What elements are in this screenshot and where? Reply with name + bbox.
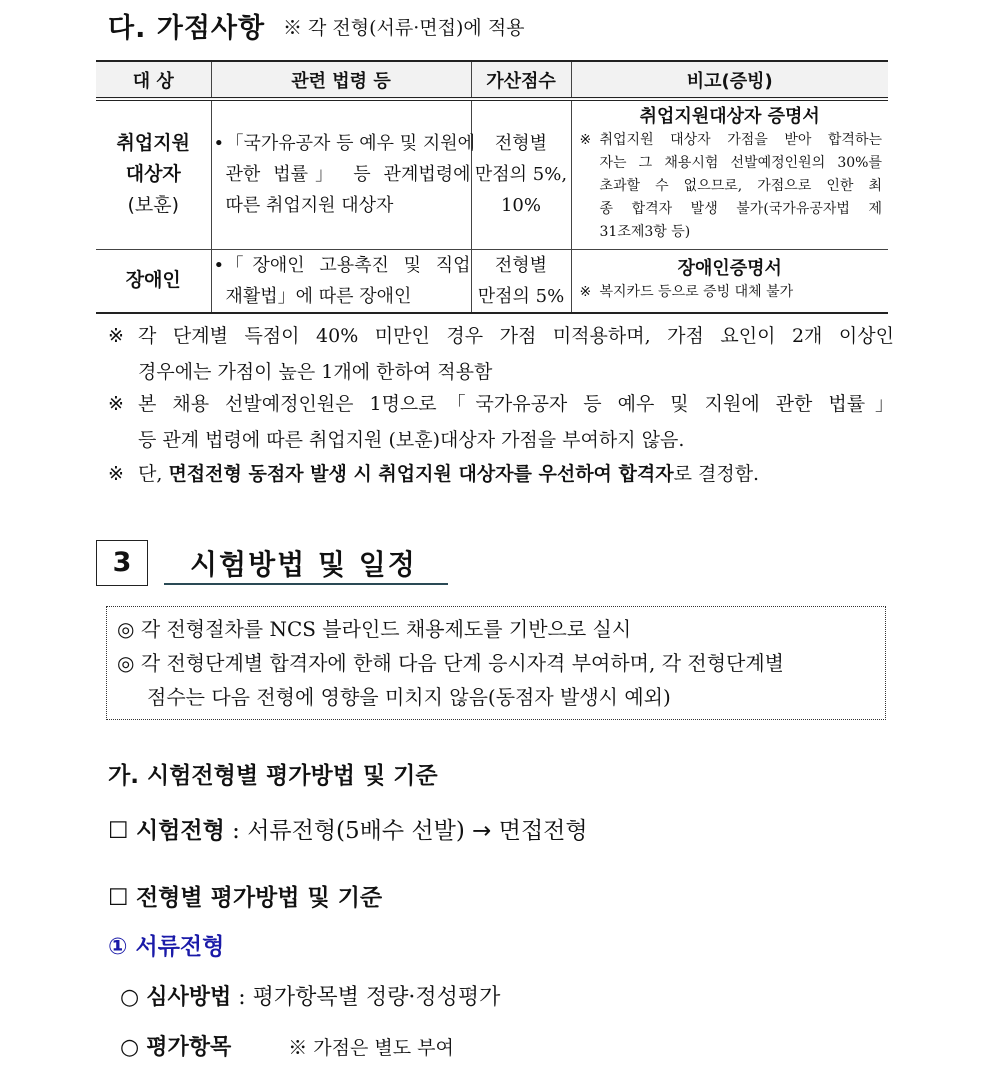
table-header-row	[96, 61, 888, 99]
remark-emphasis: 면접전형 동점자 발생 시 취업지원 대상자를 우선하여 합격자	[168, 463, 674, 485]
header-target: 대 상	[96, 61, 211, 99]
header-note: 비고(증빙)	[571, 61, 888, 99]
checkbox-icon: ☐	[108, 885, 129, 911]
circle-bullet-icon: ○	[120, 1035, 140, 1060]
double-circle-icon: ◎	[117, 617, 135, 641]
note-mark: ※	[579, 132, 592, 149]
bullet: •	[213, 133, 225, 155]
eval-methods-line	[108, 879, 382, 912]
remark-item: ※ 본 채용 선발예정인원은 1명으로「국가유공자 등 예우 및 지원에 관한 법률」 등 관계 법령에 따른 취업지원 (보훈)대상자 가점을 부여하지 않음.	[108, 386, 894, 458]
cell-score: 전형별 만점의 5%	[471, 249, 571, 313]
law-line: 재활법」에 따른 장애인	[225, 285, 412, 307]
section-title-bonus: 다. 가점사항	[108, 13, 266, 44]
section-title-underline	[164, 583, 448, 585]
notice-item: ◎ 각 전형절차를 NCS 블라인드 채용제도를 기반으로 실시	[117, 617, 632, 641]
cell-target	[96, 249, 211, 313]
exam-stage-label: 시험전형	[135, 818, 225, 844]
cell-note	[571, 249, 888, 313]
document-stage-heading: ① 서류전형	[108, 934, 225, 960]
cell-target	[96, 99, 211, 249]
review-method-line: ○ 심사방법 : 평가항목별 정량·정성평가	[120, 984, 501, 1010]
review-method-label: 심사방법	[146, 984, 232, 1010]
table-row	[96, 249, 888, 313]
remark-mark: ※	[108, 325, 124, 347]
eval-methods-label: 전형별 평가방법 및 기준	[135, 885, 383, 911]
note-heading: 장애인증명서	[677, 258, 782, 279]
note-body: ※ 취업지원 대상자 가점을 받아 합격하는 자는 그 채용시험 선발예정인원의 30%를 초과할 수 없으므로, 가점으로 인한 최 종 합격자 발생 불가(국가유공자법 제 31조제3항 등)	[578, 129, 883, 244]
remark-mark: ※	[108, 393, 124, 415]
circle-bullet-icon: ○	[120, 985, 140, 1010]
checkbox-icon: ☐	[108, 818, 129, 844]
target-line: 취업지원	[116, 132, 190, 155]
remark-item: ※ 각 단계별 득점이 40% 미만인 경우 가점 미적용하며, 가점 요인이 2개 이상인 경우에는 가점이 높은 1개에 한하여 적용함	[108, 318, 894, 390]
cell-law	[211, 99, 476, 249]
exam-stage-document: 서류전형(5배수 선발)	[247, 818, 465, 844]
exam-stage-interview: 면접전형	[498, 818, 588, 844]
header-law: 관련 법령 등	[211, 61, 471, 99]
section-note-bonus: ※ 각 전형(서류·면접)에 적용	[283, 17, 525, 39]
notice-item: ◎ 각 전형단계별 합격자에 한해 다음 단계 응시자격 부여하며, 각 전형단계별	[117, 651, 784, 675]
double-circle-icon: ◎	[117, 651, 135, 675]
bullet: •	[213, 254, 225, 276]
note-body: ※ 복지카드 등으로 증빙 대체 불가	[578, 281, 883, 304]
cell-law	[211, 249, 471, 313]
eval-items-label: 평가항목	[146, 1034, 232, 1060]
review-method-value: 평가항목별 정량·정성평가	[252, 985, 501, 1010]
eval-items-note: ※ 가점은 별도 부여	[288, 1037, 454, 1059]
law-line: • 「국가유공자 등 예우 및 지원에	[214, 128, 471, 159]
cell-note	[571, 99, 888, 249]
target-line: 장애인	[125, 269, 181, 291]
target-line: (보훈)	[127, 194, 180, 217]
section-title-exam: 시험방법 및 일정	[190, 548, 417, 581]
exam-stage-line: ☐ 시험전형 : 서류전형(5배수 선발) → 면접전형	[108, 818, 588, 844]
law-line: 관한 법률」 등 관계법령에	[225, 164, 471, 186]
law-line: 따른 취업지원 대상자	[225, 195, 394, 217]
notice-box	[106, 606, 886, 720]
section-number-box: 3	[96, 540, 148, 586]
notice-item-continued: 점수는 다음 전형에 영향을 미치지 않음(동점자 발생시 예외)	[147, 685, 671, 709]
remark-mark: ※	[108, 463, 124, 485]
note-mark: ※	[579, 284, 592, 300]
circled-number: ①	[108, 934, 128, 960]
law-line: • 「장애인 고용촉진 및 직업	[214, 250, 471, 281]
target-line: 대상자	[125, 163, 181, 186]
cell-score: 전형별 만점의 5%, 10%	[471, 99, 571, 249]
bonus-points-table	[96, 60, 888, 314]
subsection-title-evaluation: 가. 시험전형별 평가방법 및 기준	[108, 763, 438, 789]
table-row	[96, 99, 888, 249]
note-heading: 취업지원대상자 증명서	[639, 106, 820, 128]
eval-items-line	[120, 1030, 454, 1061]
arrow-right-icon: →	[472, 818, 492, 844]
header-score: 가산점수	[471, 61, 571, 99]
remark-item: ※ 단, 면접전형 동점자 발생 시 취업지원 대상자를 우선하여 합격자로 결정함.	[108, 456, 894, 492]
